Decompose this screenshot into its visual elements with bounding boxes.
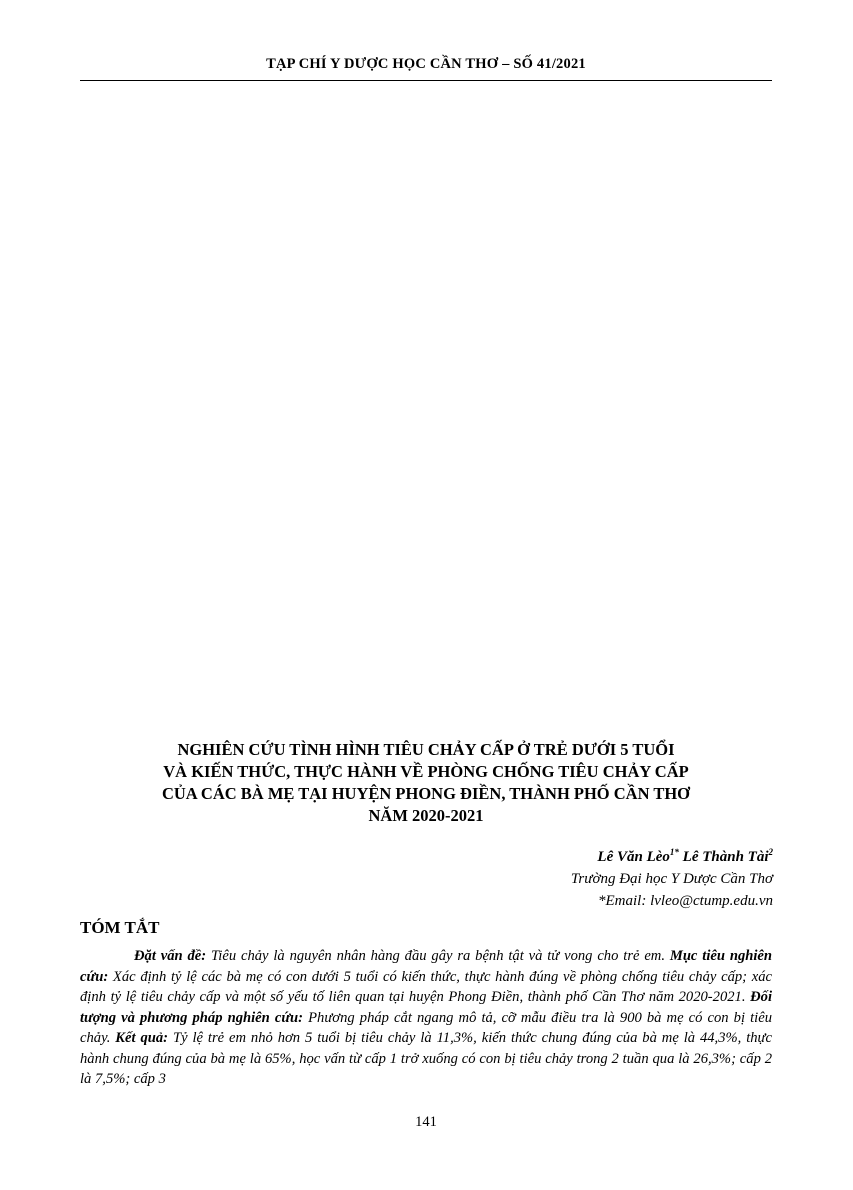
abstract-text: Tiêu chảy là nguyên nhân hàng đầu gây ra bệnh tật và tử vong cho trẻ em. xyxy=(206,948,670,964)
paper-title xyxy=(80,739,772,827)
author-name: Lê Thành Tài xyxy=(682,849,769,865)
page-number: 141 xyxy=(415,1114,437,1130)
abstract-text: Phương pháp cắt ngang mô tả, cỡ mẫu điều tra là 900 bà mẹ có con bị tiêu chảy. xyxy=(80,1009,772,1046)
title-line: NGHIÊN CỨU TÌNH HÌNH TIÊU CHẢY CẤP Ở TRẺ DƯỚI 5 TUỔI xyxy=(177,740,675,759)
abstract-paragraph xyxy=(80,946,772,1090)
abstract-label: Kết quả: xyxy=(115,1030,169,1046)
abstract-body xyxy=(80,946,772,1090)
abstract-label: Đặt vấn đề: xyxy=(134,948,207,964)
author-block xyxy=(571,841,773,912)
abstract-text: Tỷ lệ trẻ em nhỏ hơn 5 tuổi bị tiêu chảy là 11,3%, kiến thức chung đúng của bà mẹ là 44,3%, thực hành chung đúng của bà mẹ là 65%, học vấn từ cấp 1 trở xuống có con bị tiêu chảy trong 2 tuần qua là 26,3%; cấp 2 là 7,5%; cấp 3 xyxy=(80,1030,772,1087)
author-email: *Email: lvleo@ctump.edu.vn xyxy=(598,893,773,909)
title-line: CỦA CÁC BÀ MẸ TẠI HUYỆN PHONG ĐIỀN, THÀNH PHỐ CẦN THƠ xyxy=(161,784,691,803)
author-affiliation: Trường Đại học Y Dược Cần Thơ xyxy=(570,871,773,887)
author-names xyxy=(571,841,773,868)
abstract-label: Mục tiêu nghiên cứu: xyxy=(80,948,772,985)
journal-header: TẠP CHÍ Y DƯỢC HỌC CẦN THƠ – SỐ 41/2021 xyxy=(266,56,586,72)
title-line: NĂM 2020-2021 xyxy=(368,806,484,825)
author-name: Lê Văn Lèo xyxy=(597,849,670,865)
abstract-text: Xác định tỷ lệ các bà mẹ có con dưới 5 tuổi có kiến thức, thực hành đúng về phòng chống tiêu chảy cấp; xác định tỷ lệ tiêu chảy cấp và một số yếu tố liên quan tại huyện Phong Điền, thành phố Cần Thơ năm 2020-2021. xyxy=(80,968,772,1005)
author-affiliation-mark: 2 xyxy=(768,847,773,857)
abstract-heading: TÓM TẮT xyxy=(80,918,160,937)
title-line: VÀ KIẾN THỨC, THỰC HÀNH VỀ PHÒNG CHỐNG TIÊU CHẢY CẤP xyxy=(163,762,689,781)
author-affiliation-mark: 1* xyxy=(669,847,679,857)
abstract-label: Đối tượng và phương pháp nghiên cứu: xyxy=(80,989,772,1026)
header-divider xyxy=(80,80,772,81)
